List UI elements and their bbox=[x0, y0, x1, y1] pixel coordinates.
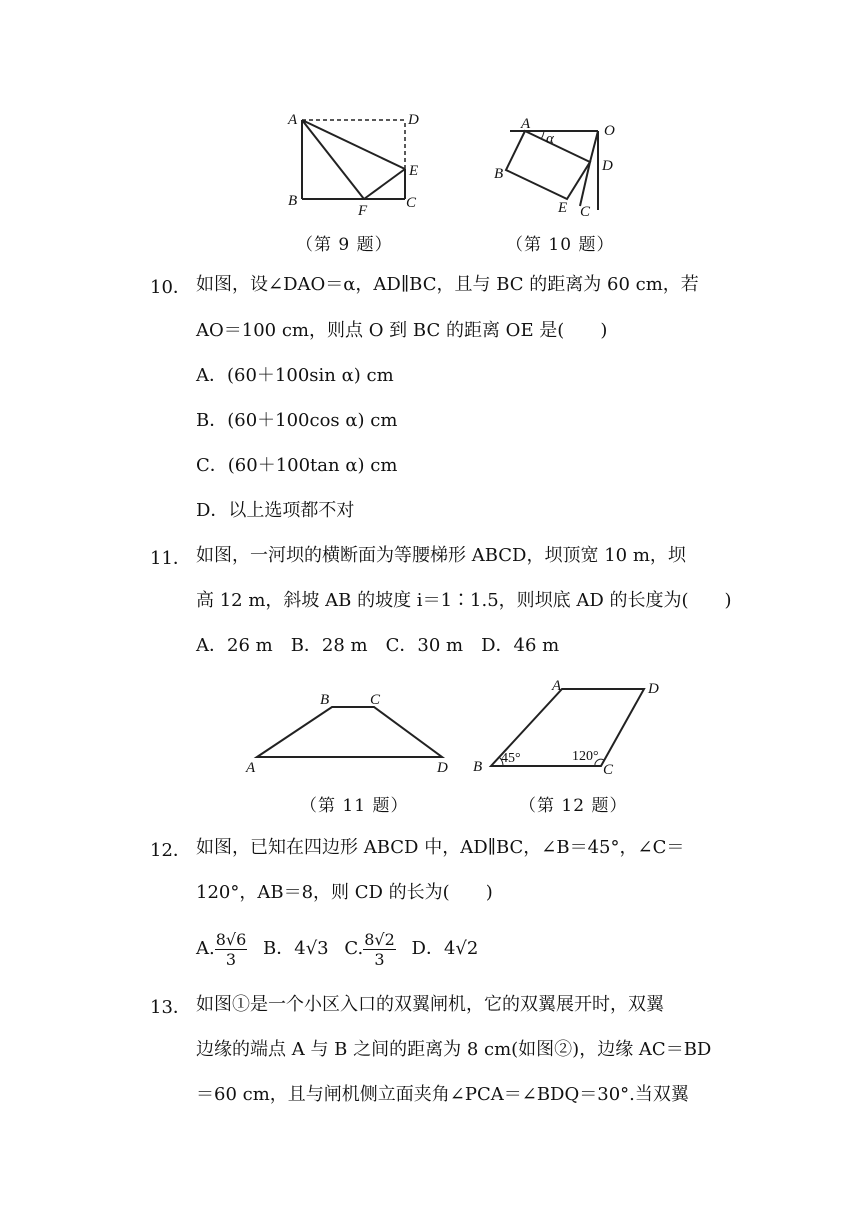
q12-stem-line1: 如图，已知在四边形 ABCD 中，AD∥BC，∠B＝45°，∠C＝ bbox=[196, 837, 685, 858]
fig9-label-a: A bbox=[288, 112, 298, 128]
q12-option-c-denominator: 3 bbox=[374, 949, 385, 969]
q11-options: A．26 m B．28 m C．30 m D．46 m bbox=[196, 635, 560, 656]
q13-stem-line2: 边缘的端点 A 与 B 之间的距离为 8 cm(如图②)，边缘 AC＝BD bbox=[196, 1039, 712, 1060]
figure-12-caption: （第 12 题） bbox=[519, 796, 628, 816]
q11-number: 11． bbox=[150, 548, 191, 569]
figure-9-caption: （第 9 题） bbox=[296, 235, 393, 255]
figure-12-diagram bbox=[470, 676, 670, 782]
q11-stem-line2: 高 12 m，斜坡 AB 的坡度 i＝1∶1.5，则坝底 AD 的长度为( ) bbox=[196, 590, 732, 611]
fig11-label-d: D bbox=[437, 760, 448, 776]
q12-option-a-label: A. bbox=[196, 938, 215, 959]
q10-number: 10． bbox=[150, 277, 191, 298]
q11-stem-line1: 如图，一河坝的横断面为等腰梯形 ABCD，坝顶宽 10 m，坝 bbox=[196, 545, 686, 566]
fig10-label-e: E bbox=[558, 200, 568, 216]
fig12-angle-c: 120° bbox=[572, 749, 599, 764]
figure-11-diagram bbox=[240, 686, 460, 778]
fig9-label-e: E bbox=[409, 163, 419, 179]
fig9-label-f: F bbox=[358, 203, 368, 218]
q13-stem-line3: ＝60 cm，且与闸机侧立面夹角∠PCA＝∠BDQ＝30°.当双翼 bbox=[196, 1084, 689, 1105]
figure-9 bbox=[282, 108, 432, 218]
q10-option-c: C．(60＋100tan α) cm bbox=[196, 455, 398, 476]
q12-option-a-denominator: 3 bbox=[225, 949, 237, 969]
q12-option-c-label: C. bbox=[344, 938, 364, 959]
fig12-label-a: A bbox=[552, 678, 562, 694]
fig11-label-c: C bbox=[370, 692, 381, 708]
q10-stem-line2: AO＝100 cm，则点 O 到 BC 的距离 OE 是( ) bbox=[196, 320, 608, 341]
q12-option-d: D．4√2 bbox=[411, 938, 479, 959]
fig12-angle-b: 45° bbox=[501, 751, 521, 766]
fig10-label-alpha: α bbox=[546, 131, 554, 147]
q12-option-c-numerator: 8√2 bbox=[364, 929, 395, 949]
q10-option-d: D．以上选项都不对 bbox=[196, 500, 355, 521]
figure-12 bbox=[470, 676, 670, 782]
q10-stem-line1: 如图，设∠DAO＝α，AD∥BC，且与 BC 的距离为 60 cm，若 bbox=[196, 274, 699, 295]
q12-number: 12． bbox=[150, 840, 191, 861]
q12-stem-line2: 120°，AB＝8，则 CD 的长为( ) bbox=[196, 882, 493, 903]
figure-10-caption: （第 10 题） bbox=[506, 235, 615, 255]
fig10-label-d: D bbox=[602, 158, 613, 174]
q12-option-c-fraction bbox=[363, 930, 396, 969]
fig9-label-b: B bbox=[288, 193, 298, 209]
fig9-label-c: C bbox=[406, 195, 417, 211]
q12-option-a-numerator: 8√6 bbox=[215, 929, 247, 949]
q13-stem-line1: 如图①是一个小区入口的双翼闸机，它的双翼展开时，双翼 bbox=[196, 994, 664, 1015]
fig10-label-c: C bbox=[580, 204, 591, 220]
q10-option-a: A．(60＋100sin α) cm bbox=[196, 365, 394, 386]
fig12-label-c: C bbox=[603, 762, 614, 778]
fig10-label-o: O bbox=[604, 123, 615, 139]
figure-9-diagram bbox=[282, 108, 432, 218]
figure-11 bbox=[240, 686, 460, 778]
fig10-label-b: B bbox=[494, 166, 504, 182]
fig9-label-d: D bbox=[408, 112, 419, 128]
figure-10 bbox=[490, 112, 630, 222]
q12-option-b: B．4√3 bbox=[263, 938, 329, 959]
q12-options bbox=[196, 926, 478, 972]
q13-number: 13． bbox=[150, 997, 191, 1018]
figure-10-diagram bbox=[490, 112, 630, 222]
q10-option-b: B．(60＋100cos α) cm bbox=[196, 410, 398, 431]
fig11-label-b: B bbox=[320, 692, 330, 708]
fig12-label-b: B bbox=[473, 759, 483, 775]
figure-11-caption: （第 11 题） bbox=[300, 796, 409, 816]
fig10-label-a: A bbox=[521, 116, 531, 132]
fig11-label-a: A bbox=[246, 760, 256, 776]
fig12-label-d: D bbox=[648, 681, 659, 697]
q12-option-a-fraction bbox=[215, 930, 248, 969]
